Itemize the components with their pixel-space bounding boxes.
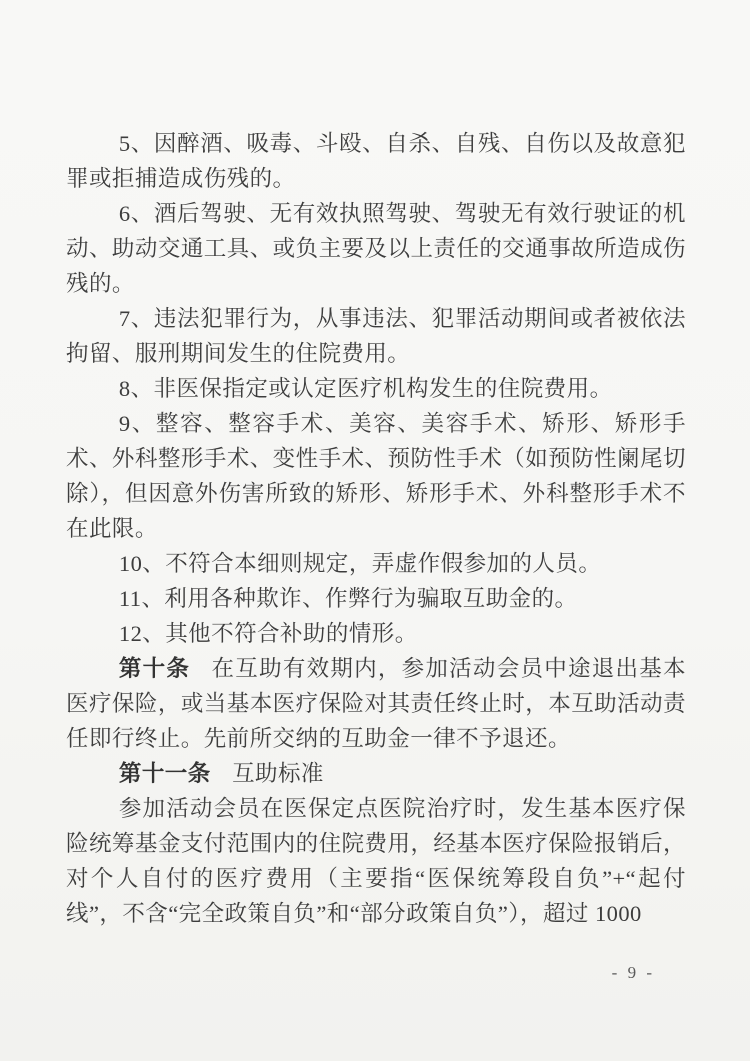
- exclusion-item-11: 11、利用各种欺诈、作弊行为骗取互助金的。: [118, 586, 578, 611]
- article-11-title: 互助标准: [232, 761, 324, 786]
- article-10-paragraph: [66, 651, 686, 756]
- exclusion-item-8: 8、非医保指定或认定医疗机构发生的住院费用。: [118, 376, 613, 401]
- exclusion-item-12: 12、其他不符合补助的情形。: [118, 621, 418, 646]
- article-10-heading: 第十条: [118, 656, 191, 681]
- article-10-text: 在互助有效期内，参加活动会员中途退出基本医疗保险，或当基本医疗保险对其责任终止时，本互助活动责任即行终止。先前所交纳的互助金一律不予退还。: [66, 656, 686, 751]
- exclusion-item-9: 9、整容、整容手术、美容、美容手术、矫形、矫形手术、外科整形手术、变性手术、预防性手术（如预防性阑尾切除），但因意外伤害所致的矫形、矫形手术、外科整形手术不在此限。: [66, 411, 686, 541]
- exclusion-item-7: 7、违法犯罪行为，从事违法、犯罪活动期间或者被依法拘留、服刑期间发生的住院费用。: [66, 306, 686, 366]
- exclusion-item-10: 10、不符合本细则规定，弄虚作假参加的人员。: [118, 551, 602, 576]
- document-content: [66, 126, 686, 931]
- page-number: - 9 -: [611, 963, 655, 982]
- exclusion-item-6: 6、酒后驾驶、无有效执照驾驶、驾驶无有效行驶证的机动、助动交通工具、或负主要及以上责任的交通事故所造成伤残的。: [66, 201, 686, 296]
- exclusion-item-5: 5、因醉酒、吸毒、斗殴、自杀、自残、自伤以及故意犯罪或拒捕造成伤残的。: [66, 131, 686, 191]
- article-11-paragraph: [66, 756, 686, 791]
- mutual-aid-standard-paragraph: 参加活动会员在医保定点医院治疗时，发生基本医疗保险统筹基金支付范围内的住院费用，经基本医疗保险报销后，对个人自付的医疗费用（主要指“医保统筹段自负”+“起付线”，不含“完全政策自负”和“部分政策自负”），超过 1000: [66, 796, 686, 926]
- article-11-heading: 第十一条: [118, 761, 211, 786]
